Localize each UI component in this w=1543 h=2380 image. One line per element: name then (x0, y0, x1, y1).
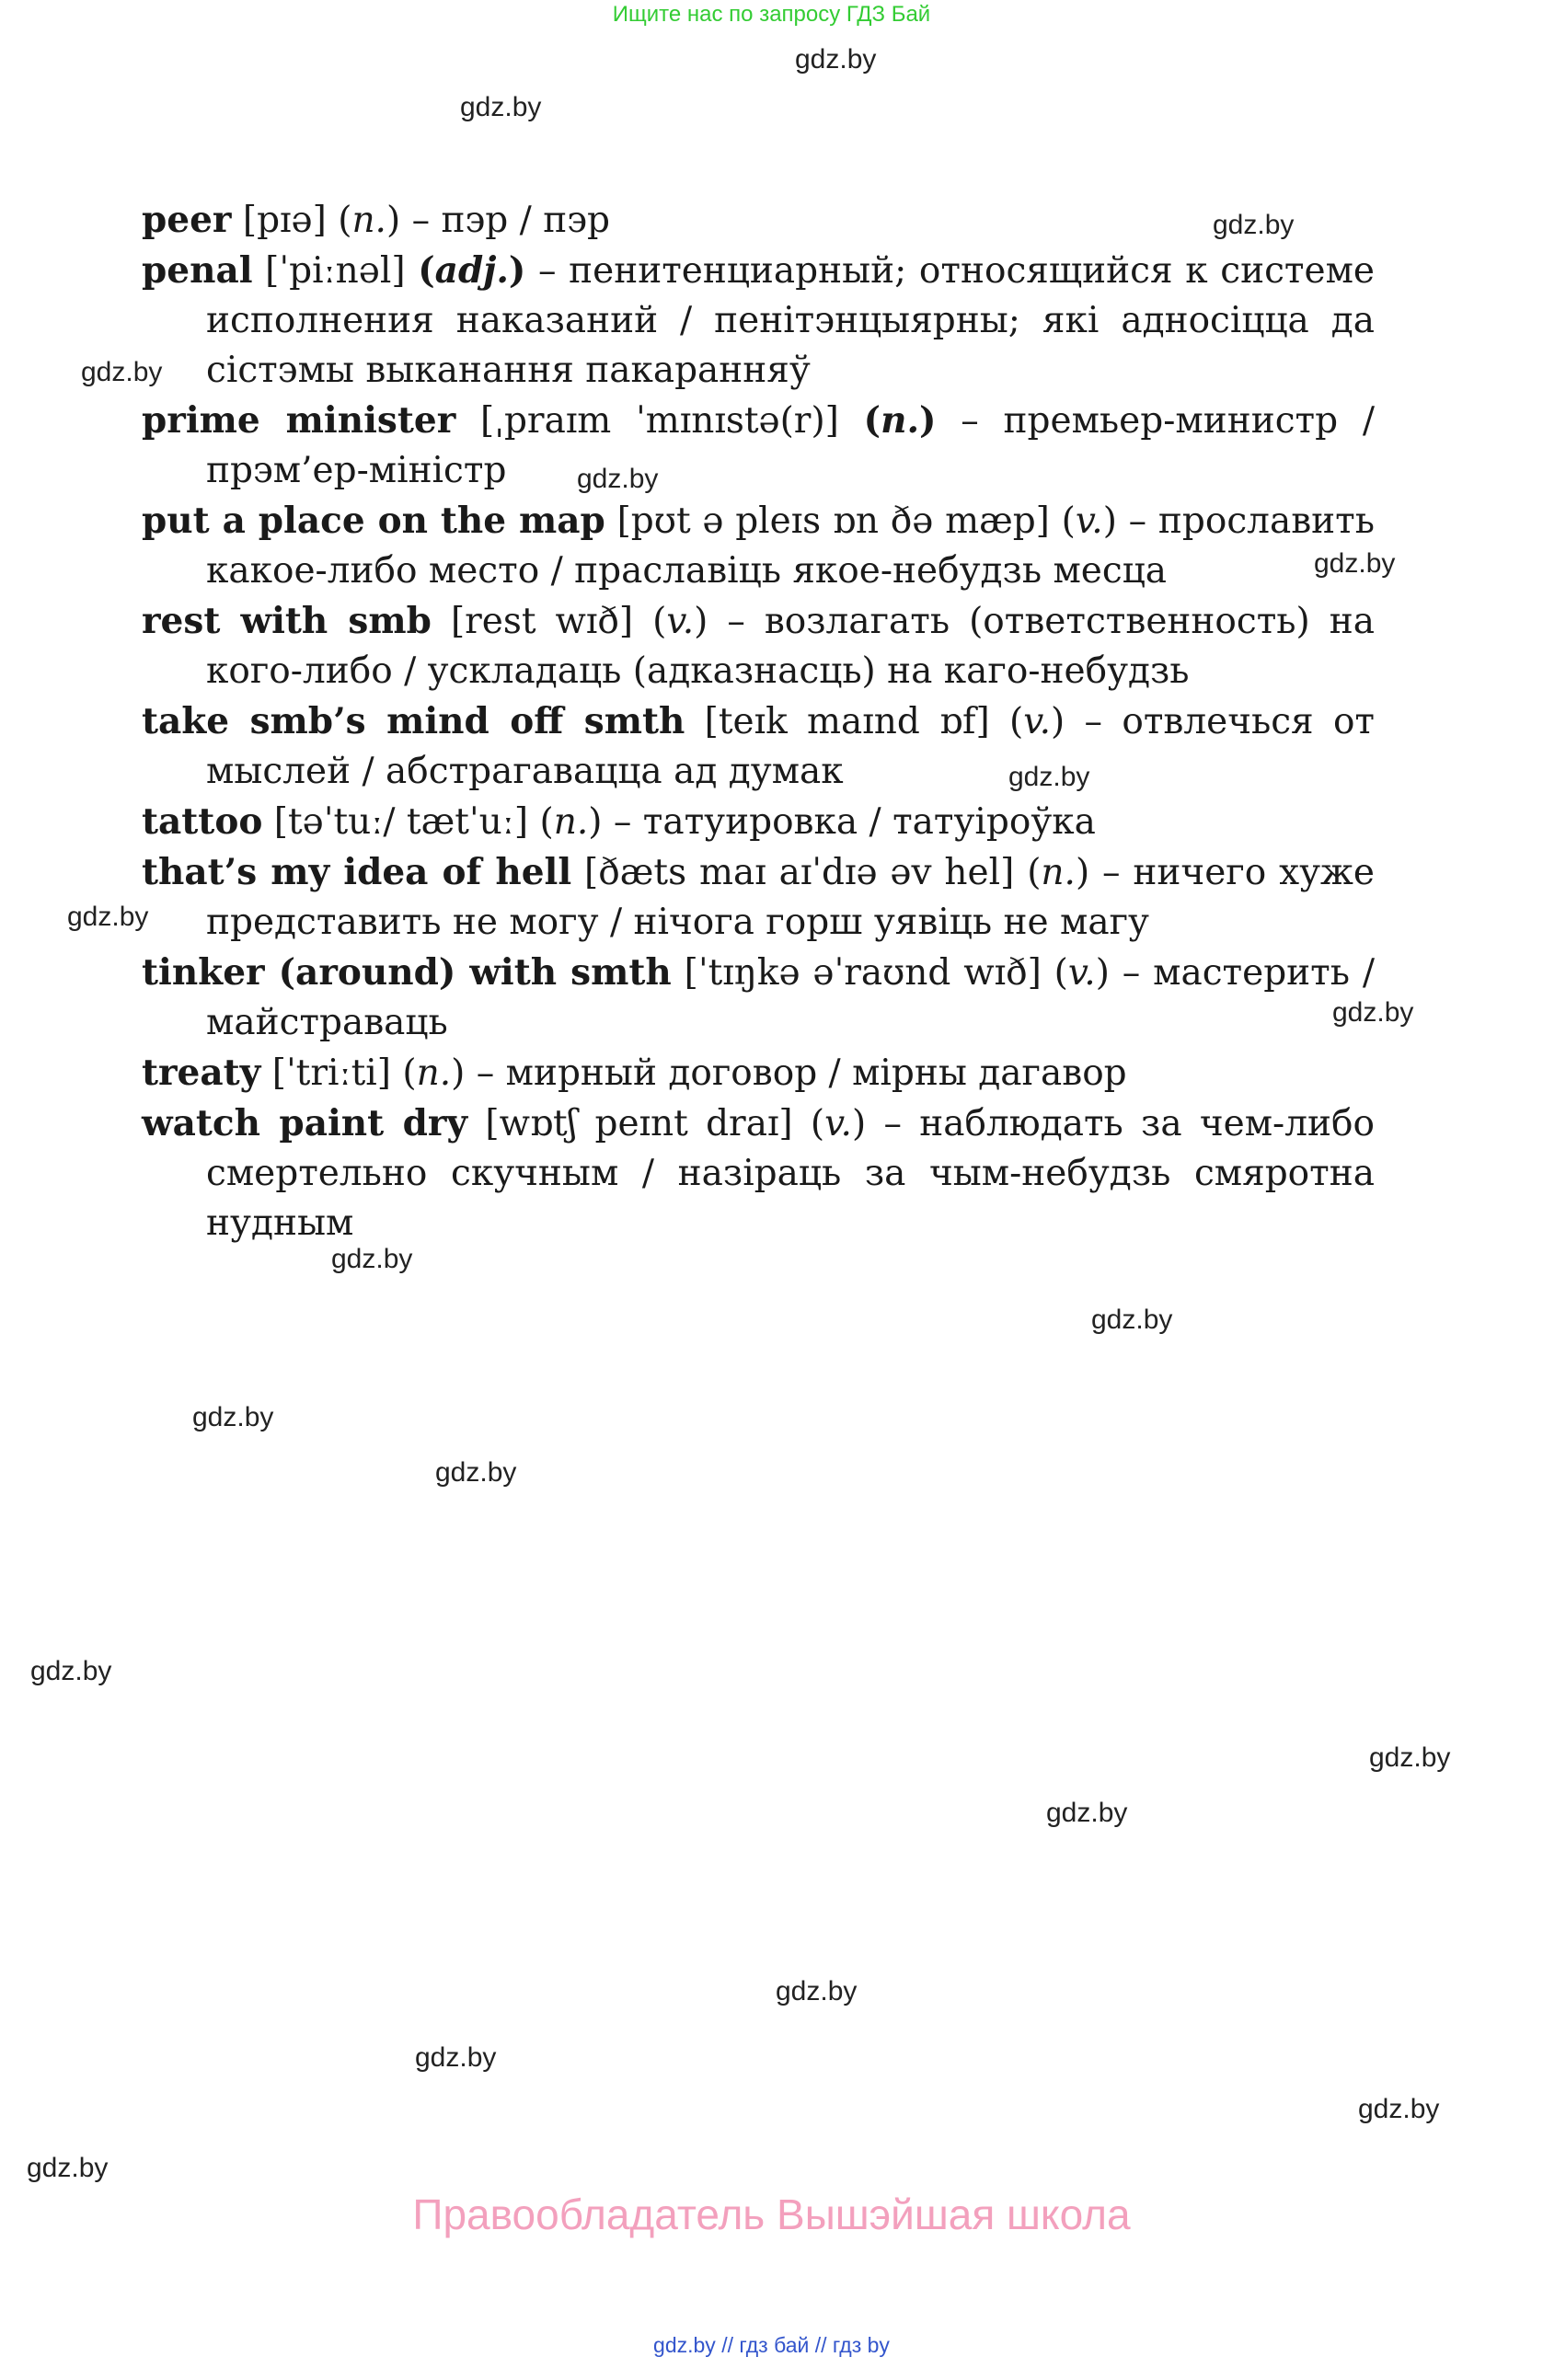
entry-pos: v. (1075, 500, 1103, 542)
entry-translation: – татуировка / татуіроўка (613, 801, 1096, 843)
entry-pos: adj. (434, 249, 509, 292)
glossary-entry: rest with smb [rest wɪð] (v.) – возлагать (ответственность) на кого-либо / ускладаць (адказнасць) на каго-небудзь (142, 600, 1375, 692)
glossary (142, 195, 1375, 1248)
entry-term: tinker (around) with smth (142, 951, 672, 994)
entry-term: that’s my idea of hell (142, 851, 572, 893)
entry-translation: – мирный договор / мірны дагавор (476, 1052, 1127, 1094)
entry-transcription: [teɪk maɪnd ɒf] (704, 701, 990, 742)
glossary-entry: peer [pɪə] (n.) – пэр / пэр (142, 199, 611, 241)
watermark: gdz.by (1091, 1305, 1173, 1335)
entry-term: take smb’s mind off smth (142, 700, 685, 742)
entry-term: prime minister (142, 399, 456, 442)
entry-pos: v. (824, 1103, 852, 1144)
entry-translation: – ничего хуже представить не могу / нічога горш уявіць не магу (206, 852, 1375, 943)
glossary-entry: penal [ˈpiːnəl] (adj.) – пенитенциарный; относящийся к системе исполнения наказаний / пенітэнцыярны; які адносіцца да сістэмы выканання пакаранняў (142, 249, 1375, 391)
watermark: gdz.by (67, 902, 149, 932)
entry-transcription: [rest wɪð] (450, 601, 634, 642)
entry-translation: – возлагать (ответственность) на кого-либо / ускладаць (адказнасць) на каго-небудзь (206, 601, 1375, 692)
watermark: gdz.by (1332, 997, 1414, 1028)
glossary-entry: tinker (around) with smth [ˈtɪŋkə əˈraʊnd wɪð] (v.) – мастерить / майстраваць (142, 951, 1375, 1043)
entry-term: watch paint dry (142, 1102, 468, 1144)
entry-term: put a place on the map (142, 500, 605, 542)
glossary-entry: that’s my idea of hell [ðæts maɪ aɪˈdɪə əv hel] (n.) – ничего хуже представить не могу / нічога горш уявіць не магу (142, 851, 1375, 943)
entry-transcription: [ˈtɪŋkə əˈraʊnd wɪð] (684, 952, 1042, 994)
entry-transcription: [ðæts maɪ aɪˈdɪə əv hel] (584, 852, 1015, 893)
watermark: gdz.by (331, 1244, 413, 1274)
watermark: gdz.by (30, 1656, 112, 1686)
entry-term: rest with smb (142, 600, 432, 642)
entry-term: peer (142, 199, 232, 241)
entry-transcription: [təˈtuː/ tætˈuː] (273, 801, 529, 843)
watermark: gdz.by (27, 2153, 109, 2183)
entry-translation: – пенитенциарный; относящийся к системе исполнения наказаний / пенітэнцыярны; які адносіцца да сістэмы выканання пакаранняў (206, 250, 1375, 391)
footer-links[interactable]: gdz.by // гдз бай // гдз by (653, 2333, 890, 2357)
watermark: gdz.by (1358, 2094, 1440, 2124)
entry-pos: n. (553, 801, 589, 843)
entry-transcription: [pɪə] (242, 200, 327, 241)
watermark: gdz.by (1369, 1742, 1451, 1773)
watermark: gdz.by (81, 357, 163, 387)
glossary-entry: treaty [ˈtriːti] (n.) – мирный договор / мірны дагавор (142, 1052, 1127, 1094)
entry-transcription: [pʊt ə pleɪs ɒn ðə mæp] (616, 500, 1050, 542)
watermark: gdz.by (460, 92, 542, 122)
glossary-entry: watch paint dry [wɒtʃ peɪnt draɪ] (v.) – наблюдать за чем-либо смертельно скучным / назіраць за чым-небудзь смяротна нудным (142, 1102, 1375, 1244)
entry-pos: n. (416, 1052, 452, 1094)
entry-translation: – премьер-министр / прэм’ер-міністр (206, 400, 1375, 491)
entry-transcription: [wɒtʃ peɪnt draɪ] (485, 1103, 793, 1144)
watermark: gdz.by (1213, 210, 1295, 240)
entry-translation: – отвлечься от мыслей / абстрагавацца ад думак (206, 701, 1376, 792)
glossary-entry: prime minister [ˌpraɪm ˈmɪnɪstə(r)] (n.) – премьер-министр / прэм’ер-міністр (142, 399, 1375, 491)
watermark: gdz.by (1008, 762, 1090, 792)
watermark: gdz.by (577, 464, 659, 494)
entry-pos: n. (881, 399, 920, 442)
entry-term: treaty (142, 1052, 261, 1094)
watermark: gdz.by (415, 2042, 497, 2073)
entry-term: penal (142, 249, 253, 292)
entry-pos: n. (351, 200, 386, 241)
entry-pos: v. (1067, 952, 1096, 994)
entry-transcription: [ˈpiːnəl] (265, 250, 406, 292)
entry-pos: v. (1023, 701, 1052, 742)
entry-pos: v. (666, 601, 695, 642)
watermark: gdz.by (1046, 1798, 1128, 1828)
copyright-notice: Правообладатель Вышэйшая школа (412, 2190, 1131, 2238)
watermark: gdz.by (435, 1457, 517, 1488)
watermark: gdz.by (192, 1402, 274, 1432)
glossary-entry: put a place on the map [pʊt ə pleɪs ɒn ðə mæp] (v.) – прославить какое-либо место / праславіць якое-небудзь месца (142, 500, 1375, 592)
watermark: gdz.by (776, 1976, 858, 2006)
entry-translation: – мастерить / майстраваць (206, 952, 1375, 1043)
entry-transcription: [ˈtriːti] (271, 1052, 391, 1094)
entry-term: tattoo (142, 800, 263, 843)
glossary-entry: take smb’s mind off smth [teɪk maɪnd ɒf] (v.) – отвлечься от мыслей / абстрагавацца ад думак (142, 700, 1376, 792)
watermark: gdz.by (1314, 548, 1396, 579)
entry-transcription: [ˌpraɪm ˈmɪnɪstə(r)] (480, 400, 839, 442)
entry-translation: – наблюдать за чем-либо смертельно скучным / назіраць за чым-небудзь смяротна нудным (206, 1103, 1375, 1244)
top-banner: Ищите нас по запросу ГДЗ Бай (612, 2, 931, 27)
watermark: gdz.by (795, 44, 877, 75)
entry-translation: – пэр / пэр (411, 200, 611, 241)
entry-pos: n. (1041, 852, 1076, 893)
glossary-entry: tattoo [təˈtuː/ tætˈuː] (n.) – татуировка / татуіроўка (142, 800, 1096, 843)
entry-translation: – прославить какое-либо место / праславіць якое-небудзь месца (206, 500, 1375, 592)
